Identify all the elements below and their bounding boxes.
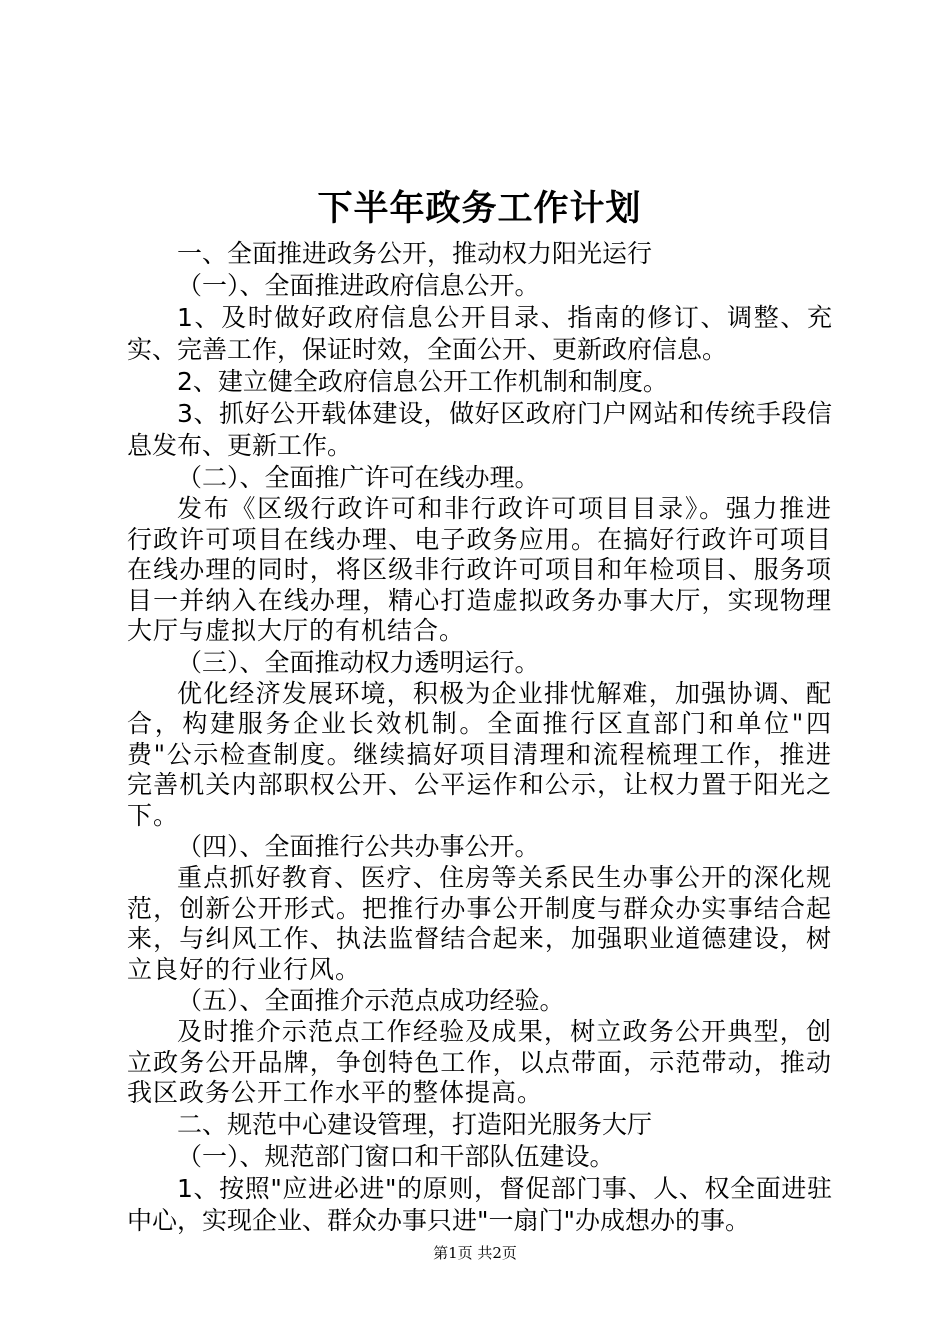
subsection-heading-2-1: （一）、规范部门窗口和干部队伍建设。 (177, 1141, 615, 1171)
page-footer: 第1页 共2页 (433, 1244, 517, 1262)
paragraph-public-affairs: 重点抓好教育、医疗、住房等关系民生办事公开的深化规范，创新公开形式。把推行办事公开制度与群众办实事结合起来，与纠风工作、执法监督结合起来，加强职业道德建设，树立良好的行业行风。 (127, 863, 832, 984)
document-page (127, 180, 832, 1237)
paragraph-item-2-1: 1、按照"应进必进"的原则，督促部门事、人、权全面进驻中心，实现企业、群众办事只进"一扇门"办成想办的事。 (127, 1173, 832, 1235)
section-heading-2: 二、规范中心建设管理，打造阳光服务大厅 (177, 1109, 653, 1139)
section-heading-1: 一、全面推进政务公开，推动权力阳光运行 (177, 239, 653, 268)
subsection-heading-1-5: （五）、全面推介示范点成功经验。 (177, 986, 565, 1015)
subsection-heading-1-2: （二）、全面推广许可在线办理。 (177, 463, 540, 492)
paragraph-online-licensing: 发布《区级行政许可和非行政许可项目目录》。强力推进行政许可项目在线办理、电子政务应用。在搞好行政许可项目在线办理的同时，将区级非行政许可项目和年检项目、服务项目一并纳入在线办理，精心打造虚拟政务办事大厅，实现物理大厅与虚拟大厅的有机结合。 (127, 494, 832, 645)
paragraph-item-2: 2、建立健全政府信息公开工作机制和制度。 (177, 367, 668, 396)
subsection-heading-1-3: （三）、全面推动权力透明运行。 (177, 647, 540, 677)
paragraph-power-transparency: 优化经济发展环境，积极为企业排忧解难，加强协调、配合，构建服务企业长效机制。全面推行区直部门和单位"四费"公示检查制度。继续搞好项目清理和流程梳理工作，推进完善机关内部职权公开、公平运作和公示，让权力置于阳光之下。 (127, 678, 832, 830)
document-title: 下半年政务工作计划 (317, 188, 642, 229)
paragraph-item-3: 3、抓好公开载体建设，做好区政府门户网站和传统手段信息发布、更新工作。 (127, 399, 832, 460)
paragraph-demonstration: 及时推介示范点工作经验及成果，树立政务公开典型，创立政务公开品牌，争创特色工作，以点带面，示范带动，推动我区政务公开工作水平的整体提高。 (127, 1017, 832, 1107)
subsection-heading-1-1: （一）、全面推进政府信息公开。 (177, 271, 540, 300)
paragraph-item-1: 1、及时做好政府信息公开目录、指南的修订、调整、充实、完善工作，保证时效，全面公开、更新政府信息。 (127, 303, 832, 364)
subsection-heading-1-4: （四）、全面推行公共办事公开。 (177, 832, 540, 861)
